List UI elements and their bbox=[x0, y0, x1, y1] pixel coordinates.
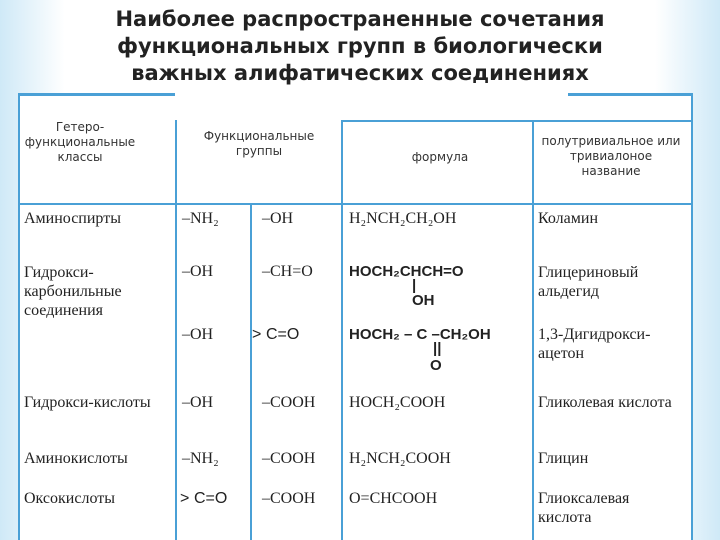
row5-class: Аминокислоты bbox=[24, 450, 128, 467]
row2-group2: –CH=O bbox=[262, 263, 313, 280]
row2-group1: –OH bbox=[182, 263, 214, 280]
row2-class: Гидрокси-карбонильные соединения bbox=[24, 264, 122, 319]
row4-group1: –OH bbox=[182, 394, 214, 411]
column-divider-1 bbox=[175, 120, 177, 540]
row6-group2: –COOH bbox=[262, 490, 316, 507]
header-formula: формула bbox=[411, 150, 469, 164]
table-top-border-left bbox=[18, 93, 175, 96]
header-classes: Гетеро-функциональные классы bbox=[24, 120, 136, 164]
row2-name: Глицериновый альдегид bbox=[538, 264, 639, 300]
header-sub-line bbox=[341, 120, 693, 122]
row2-formula: HOCH₂CHCH=O bbox=[349, 263, 464, 280]
row5-formula: H₂NCH₂COOH bbox=[349, 450, 451, 467]
column-divider-2 bbox=[341, 120, 343, 540]
table-top-border-right bbox=[568, 93, 693, 96]
row6-formula: O=CHCOOH bbox=[349, 490, 438, 507]
row6-name: Глиоксалевая кислота bbox=[538, 490, 630, 526]
title-line-2: функциональных групп в биологически bbox=[117, 34, 603, 58]
row4-name: Гликолевая кислота bbox=[538, 394, 672, 411]
row6-group1: C=O bbox=[194, 490, 228, 507]
column-divider-group bbox=[250, 205, 252, 540]
row1-class: Аминоспирты bbox=[24, 210, 121, 227]
row6-class: Оксокислоты bbox=[24, 490, 115, 507]
title-line-3: важных алифатических соединениях bbox=[131, 61, 589, 85]
row4-class: Гидрокси-кислоты bbox=[24, 394, 151, 411]
row1-name: Коламин bbox=[538, 210, 598, 227]
row3-group1: –OH bbox=[182, 326, 214, 343]
slide-title bbox=[30, 6, 690, 87]
column-divider-3 bbox=[532, 120, 534, 540]
row3-group2-bracket: > bbox=[252, 326, 262, 343]
row1-group1: –NH₂ bbox=[182, 210, 219, 227]
row1-group2: –OH bbox=[262, 210, 294, 227]
row3-group2: C=O bbox=[266, 326, 300, 343]
row4-group2: –COOH bbox=[262, 394, 316, 411]
row5-name: Глицин bbox=[538, 450, 589, 467]
row4-formula: HOCH₂COOH bbox=[349, 394, 446, 411]
row5-group2: –COOH bbox=[262, 450, 316, 467]
row6-group1-bracket: > bbox=[180, 490, 190, 507]
row3-formula: HOCH₂ – C –CH₂OH bbox=[349, 326, 491, 343]
row3-formula-bond: || bbox=[433, 340, 442, 357]
header-name: полутривиальное или тривиалоное название bbox=[541, 134, 681, 178]
table-left-border bbox=[18, 93, 20, 540]
row2-formula-sub: OH bbox=[412, 292, 435, 309]
row5-group1: –NH₂ bbox=[182, 450, 219, 467]
row1-formula: H₂NCH₂CH₂OH bbox=[349, 210, 457, 227]
row3-formula-sub: O bbox=[430, 357, 442, 374]
row3-name: 1,3-Дигидрокси-ацетон bbox=[538, 326, 651, 362]
title-line-1: Наиболее распространенные сочетания bbox=[115, 7, 605, 31]
header-groups: Функциональные группы bbox=[203, 129, 315, 158]
row2-formula-bond: | bbox=[412, 277, 417, 294]
header-bottom-line bbox=[18, 203, 693, 205]
table-right-border bbox=[691, 93, 693, 540]
